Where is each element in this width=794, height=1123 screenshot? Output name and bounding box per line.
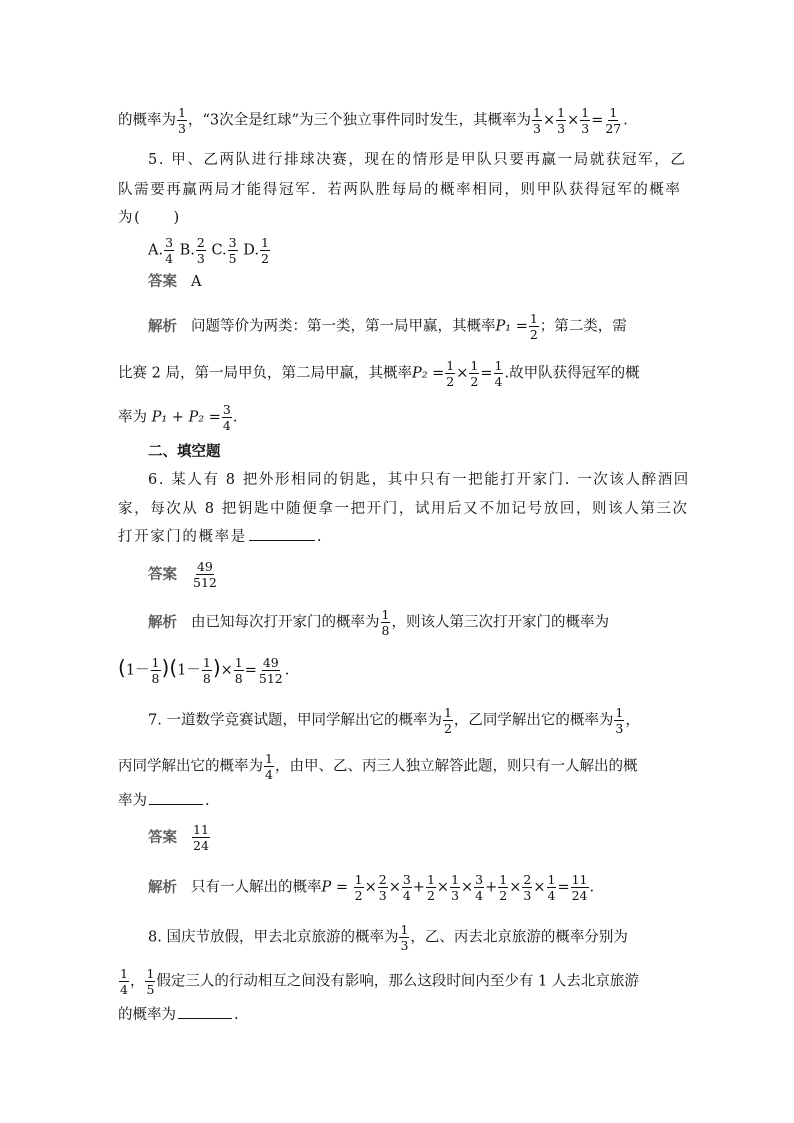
fraction: $\frac{1}{4}$ <box>494 358 503 389</box>
analysis-label: 解析 <box>148 878 177 896</box>
fraction: $\frac{1}{2}$ <box>529 311 538 342</box>
fraction: $\frac{1}{4}$ <box>120 966 128 997</box>
text: ；第二类，需 <box>539 318 627 335</box>
answer-label: 答案 <box>148 565 177 583</box>
times-sign: × <box>542 112 556 129</box>
text: 只有一人解出的概率 <box>191 879 322 896</box>
text: 问题等价为两类：第一类，第一局甲赢，其概率 <box>191 318 496 335</box>
text: 的概率为 <box>118 1007 176 1023</box>
fraction: $\frac{1}{3}$ <box>615 705 624 736</box>
answer-blank <box>149 790 203 805</box>
option-d-label: D. <box>243 242 259 259</box>
text: ， <box>129 973 145 990</box>
fraction: $\frac{1}{2}$ <box>446 358 455 389</box>
text: ，乙同学解出它的概率为 <box>453 712 614 729</box>
equals-sign: = <box>591 112 604 129</box>
answer-blank <box>249 526 315 541</box>
q6-answer <box>148 560 219 589</box>
q7-stem-line-2 <box>118 752 637 781</box>
q8-stem-line-3: 的概率为 . <box>118 1004 239 1025</box>
q6-analysis-line-2: (1－ $\frac{1}{8}$ )(1－ $\frac{1}{8}$ )× $\frac{1}{8}$ = $\frac{49}{512}$ . <box>118 655 290 686</box>
q5-stem-line-1: 5. 甲、乙两队进行排球决赛，现在的情形是甲队只要再赢一局就获冠军，乙 <box>148 152 687 168</box>
text: . <box>623 112 628 129</box>
analysis-label: 解析 <box>148 317 177 335</box>
answer-fraction: $\frac{49}{512}$ <box>193 559 217 590</box>
q7-stem-line-1: 7. 一道数学竞赛试题，甲同学解出它的概率为 $\frac{1}{2}$ ，乙同学解出它的概率为 $\frac{1}{3}$ ， <box>148 705 640 736</box>
text: ，乙、丙去北京旅游的概率分别为 <box>410 929 628 946</box>
q7-answer <box>148 823 211 852</box>
answer-label: 答案 <box>148 828 177 846</box>
q5-stem-line-2: 队需要再赢两局才能得冠军．若两队胜每局的概率相同，则甲队获得冠军的概率 <box>118 182 682 198</box>
option-b-label: B. <box>179 242 195 259</box>
math-expr: P₁ + P₂ = <box>151 409 221 426</box>
text: ，“3次全是红球”为三个独立事件同时发生，其概率为 <box>187 112 532 129</box>
fraction: $\frac{1}{2}$ <box>260 235 269 266</box>
fraction: $\frac{49}{512}$ <box>258 655 283 686</box>
fraction: $\frac{1}{8}$ <box>381 607 390 638</box>
q8-stem-line-2 <box>118 967 639 996</box>
times-sign: × <box>456 365 469 382</box>
q5-analysis-line-2 <box>118 359 640 388</box>
text: 率为 <box>118 409 152 426</box>
answer-value: A <box>191 274 202 290</box>
fraction: $\frac{1}{27}$ <box>605 105 622 136</box>
text: ，则该人第三次打开家门的概率为 <box>391 614 609 631</box>
fraction: $\frac{3}{4}$ <box>165 235 174 266</box>
fraction: $\frac{1}{3}$ <box>400 922 409 953</box>
text: ，由甲、乙、丙三人独立解答此题，则只有一人解出的概 <box>274 758 638 775</box>
fraction: $\frac{1}{8}$ <box>202 655 211 686</box>
fraction: $\frac{1}{8}$ <box>234 655 243 686</box>
text: 比赛 2 局，第一局甲负，第二局甲赢，其概率 <box>118 365 412 382</box>
q5-answer <box>148 272 201 292</box>
q6-stem-line-1: 6. 某人有 8 把外形相同的钥匙，其中只有一把能打开家门. 一次该人醉酒回 <box>148 472 690 488</box>
fraction: $\frac{1}{3}$ <box>557 105 566 136</box>
math-var: P₁ <box>495 318 512 335</box>
option-c-label: C. <box>211 242 227 259</box>
text: . <box>316 529 324 545</box>
text: 率为 <box>118 793 147 809</box>
text: 7. 一道数学竞赛试题，甲同学解出它的概率为 <box>148 712 442 729</box>
option-a-label: A. <box>148 242 164 259</box>
answer-blank <box>178 1004 232 1019</box>
text: . <box>232 409 238 426</box>
q5-analysis-line-1 <box>148 312 627 341</box>
q7-analysis-line-1: 解析 只有一人解出的概率P = $\frac{1}{2}$ × $\frac{2}{3}$ × $\frac{3}{4}$ + $\frac{1}{2}$ × $\frac{1}{3}$ × $\frac{3}{4}$ + $\frac{1}{2}$ × $\frac{2}{3}$ × $\frac{1}{4}$ = $\frac{11}{24}$ . <box>148 872 595 903</box>
text: 8. 国庆节放假，甲去北京旅游的概率为 <box>148 929 399 946</box>
equals-sign: = <box>244 662 257 679</box>
text: 故甲队获得冠军的概 <box>509 365 640 382</box>
fraction: $\frac{3}{5}$ <box>228 235 237 266</box>
text: 假定三人的行动相互之间没有影响，那么这段时间内至少有 1 人去北京旅游 <box>156 973 639 990</box>
fraction: $\frac{1}{3}$ <box>581 105 590 136</box>
text: . <box>504 365 510 382</box>
q6-analysis-line-1 <box>148 608 609 637</box>
equals-sign: = <box>432 365 445 382</box>
analysis-label: 解析 <box>148 613 177 631</box>
equals-sign: = <box>515 318 528 335</box>
q6-stem-line-2: 家，每次从 8 把钥匙中随便拿一把开门，试用后又不加记号放回，则该人第三次 <box>118 501 689 517</box>
equals-sign: = <box>480 365 493 382</box>
q7-stem-line-3: 率为 . <box>118 790 210 811</box>
q5-options <box>148 236 271 265</box>
fraction: $\frac{1}{5}$ <box>146 966 155 997</box>
q5-analysis-line-3 <box>118 403 237 432</box>
answer-fraction: $\frac{11}{24}$ <box>193 822 209 853</box>
math-var: P₂ <box>411 365 428 382</box>
fraction: $\frac{1}{2}$ <box>443 705 452 736</box>
text: 打开家门的概率是 <box>118 529 247 545</box>
text: 由已知每次打开家门的概率为 <box>191 614 380 631</box>
text: 丙同学解出它的概率为 <box>118 758 263 775</box>
fraction: $\frac{1}{8}$ <box>151 655 160 686</box>
q5-stem-line-3: 为( ) <box>118 210 181 226</box>
times-sign: × <box>567 112 580 129</box>
section-heading: 二、填空题 <box>148 443 221 460</box>
math-expr: P = <box>321 879 349 896</box>
fraction: $\frac{1}{3}$ <box>533 105 541 136</box>
times-sign: × <box>220 662 233 679</box>
q6-stem-line-3 <box>118 526 323 547</box>
q8-stem-line-1 <box>148 923 628 952</box>
fraction: $\frac{1}{3}$ <box>178 105 186 136</box>
fraction: $\frac{3}{4}$ <box>222 402 231 433</box>
fraction: $\frac{1}{2}$ <box>470 358 479 389</box>
intro-line <box>118 106 628 135</box>
fraction: $\frac{1}{4}$ <box>265 751 273 782</box>
fraction: $\frac{2}{3}$ <box>196 235 205 266</box>
text: 的概率为 <box>118 112 176 129</box>
answer-label: 答案 <box>148 273 177 290</box>
